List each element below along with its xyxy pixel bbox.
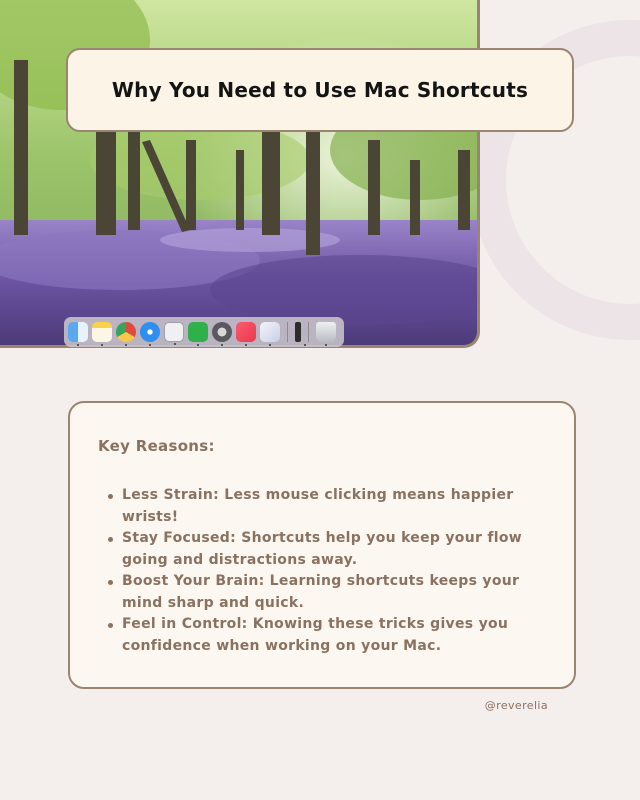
mac-dock [64,317,344,347]
app-icon[interactable] [260,322,280,342]
dock-separator [287,322,288,342]
chrome-icon[interactable] [116,322,136,342]
author-handle: @reverelia [484,699,548,712]
title-card [66,48,574,132]
mail-icon[interactable] [164,322,184,342]
finder-icon[interactable] [68,322,88,342]
settings-icon[interactable] [212,322,232,342]
numbers-icon[interactable] [188,322,208,342]
page-title: Why You Need to Use Mac Shortcuts [111,78,529,102]
list-item: Boost Your Brain: Learning shortcuts keeps your mind sharp and quick. [98,571,546,614]
list-item: Less Strain: Less mouse clicking means happier wrists! [98,485,546,528]
music-icon[interactable] [236,322,256,342]
list-item: Feel in Control: Knowing these tricks gives you confidence when working on your Mac. [98,614,546,657]
key-reasons-card [68,401,576,689]
list-item: Stay Focused: Shortcuts help you keep your flow going and distractions away. [98,528,546,571]
safari-icon[interactable] [140,322,160,342]
reasons-heading: Key Reasons: [98,437,215,455]
reasons-list [98,485,546,657]
notes-icon[interactable] [92,322,112,342]
dock-separator [308,322,309,342]
terminal-icon[interactable] [295,322,301,342]
trash-icon[interactable] [316,322,336,342]
